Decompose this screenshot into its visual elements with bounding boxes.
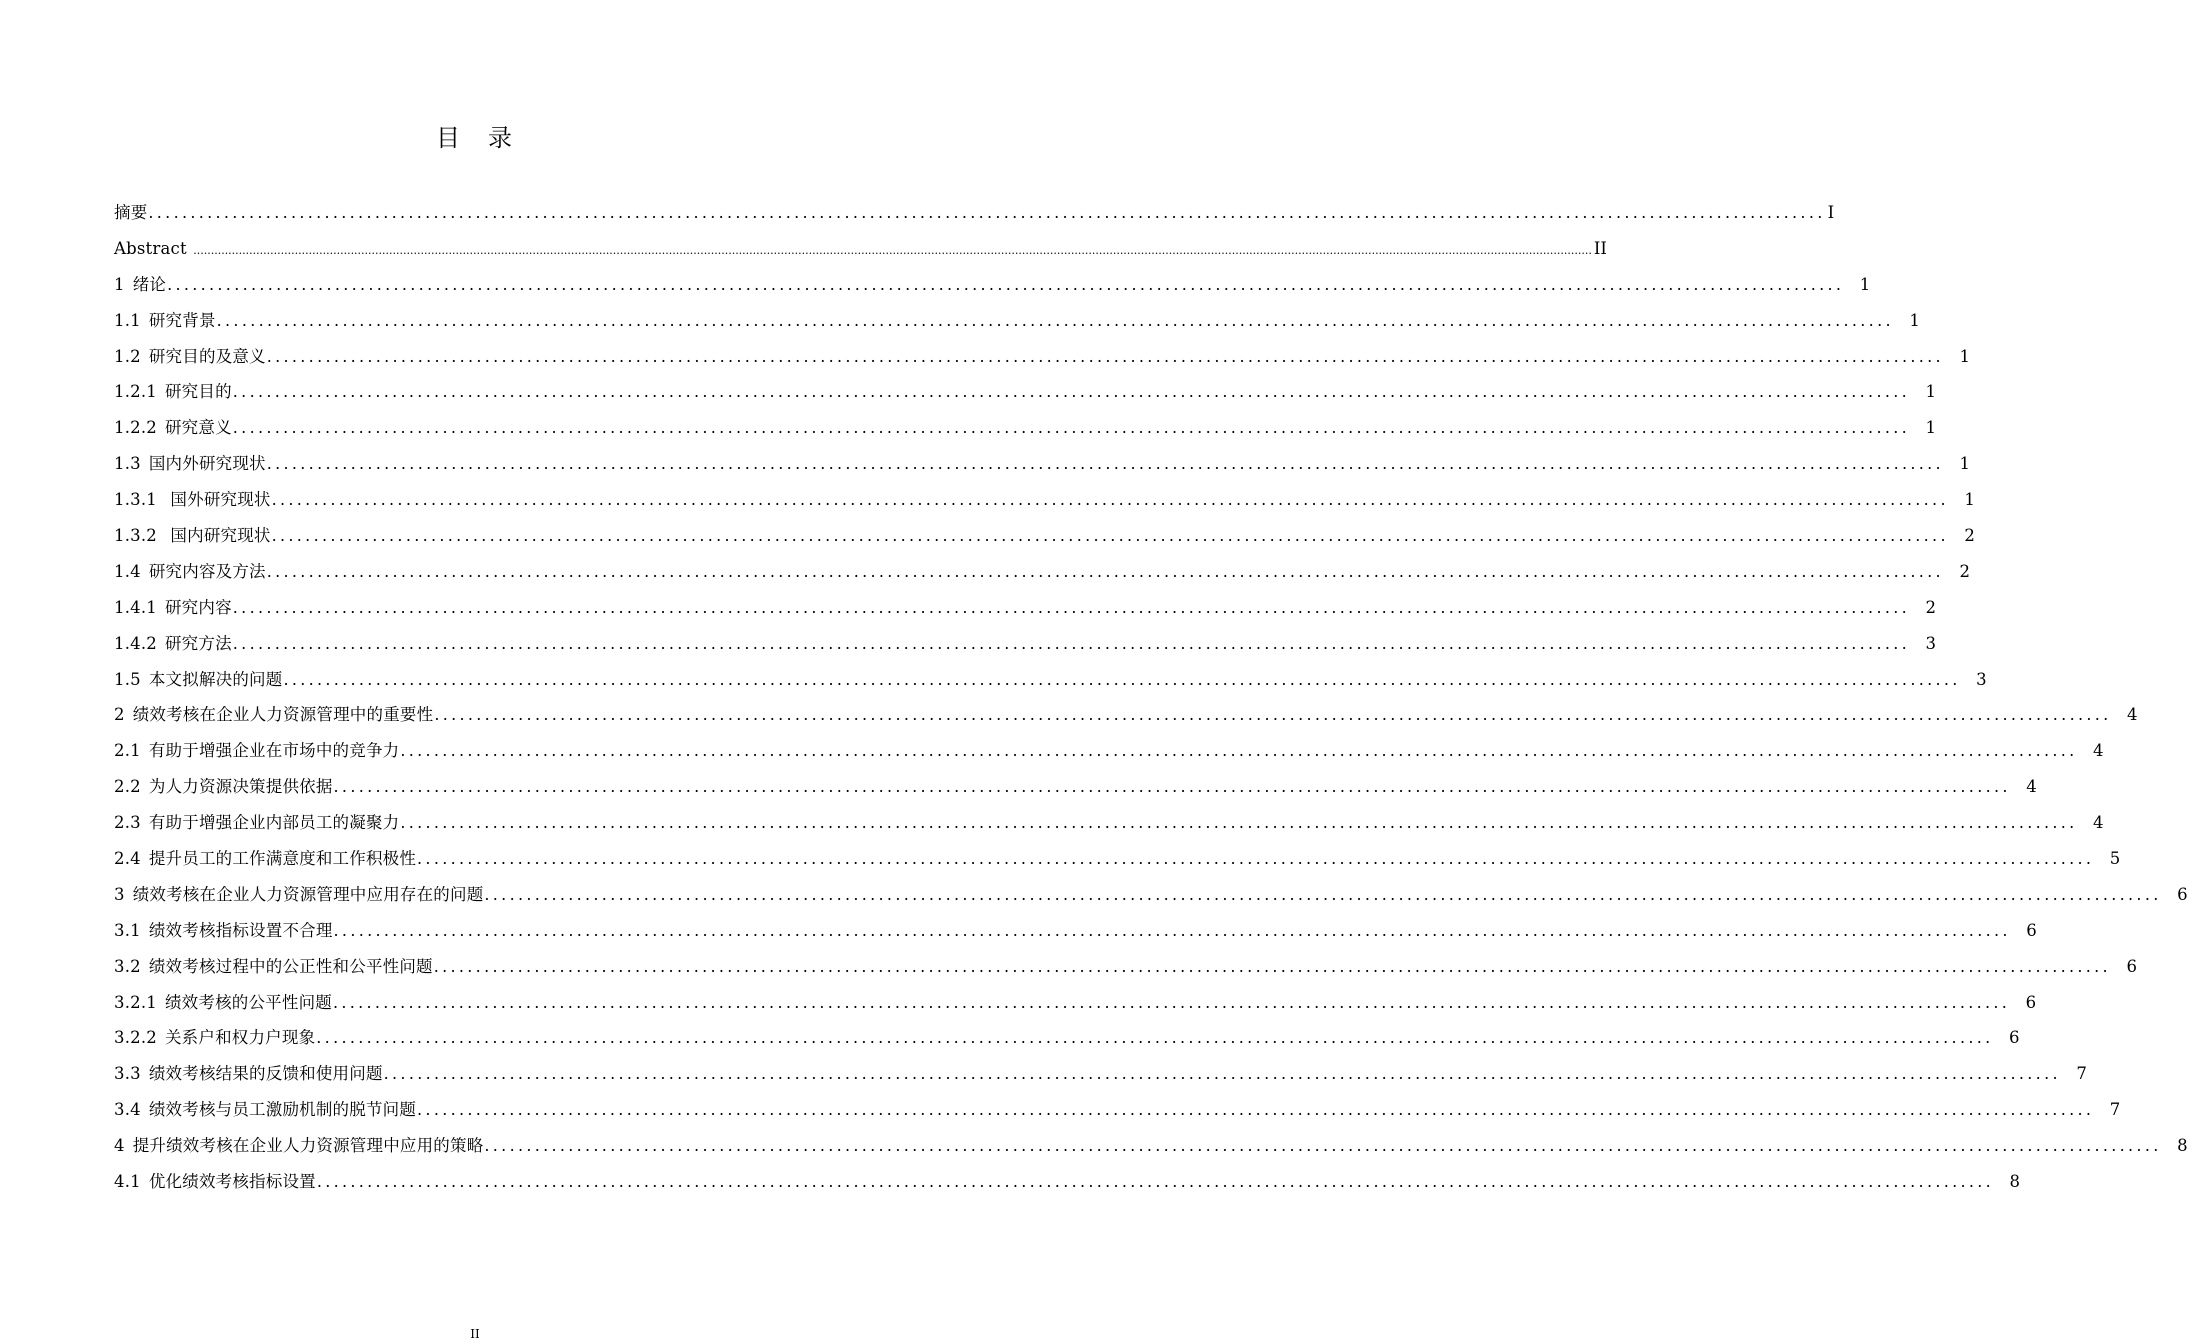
toc-entry-number: 3 bbox=[114, 884, 125, 904]
toc-entry[interactable] bbox=[114, 697, 2138, 733]
toc-entry[interactable] bbox=[114, 374, 1936, 410]
toc-entry[interactable] bbox=[114, 446, 1970, 482]
toc-entry-page: 4 bbox=[2093, 741, 2104, 761]
toc-entry-page: 4 bbox=[2093, 813, 2104, 833]
toc-entry-page: 1 bbox=[1909, 310, 1920, 330]
toc-entry-number: 4.1 bbox=[114, 1172, 141, 1192]
toc-entry-page: 1 bbox=[1959, 346, 1970, 366]
toc-entry[interactable] bbox=[114, 985, 2037, 1021]
toc-entry-title bbox=[114, 1020, 315, 1056]
toc-entry[interactable] bbox=[114, 1056, 2087, 1092]
toc-entry-page: 4 bbox=[2127, 705, 2138, 725]
toc-entry-title bbox=[114, 949, 433, 985]
toc-entry-title bbox=[114, 1092, 416, 1128]
toc-entry-number: 3.2.1 bbox=[114, 992, 157, 1012]
toc-entry-title bbox=[114, 985, 332, 1021]
toc-dot-leader: ........................................................................................................................................................................................................ bbox=[400, 813, 2078, 833]
toc-entry-page: 1 bbox=[1959, 454, 1970, 474]
toc-entry[interactable] bbox=[114, 805, 2104, 841]
toc-entry-title bbox=[114, 805, 399, 841]
toc-dot-leader: ........................................................................................................................................................................................................ bbox=[266, 454, 1944, 474]
toc-entry-number: 2.1 bbox=[114, 741, 141, 761]
toc-dot-leader: ........................................................................................................................................................................................................ bbox=[417, 849, 2095, 869]
toc-entry-text: 本文拟解决的问题 bbox=[148, 669, 283, 689]
toc-entry-page: 1 bbox=[1964, 490, 1975, 510]
toc-entry-number: 3.4 bbox=[114, 1100, 141, 1120]
toc-entry[interactable] bbox=[114, 482, 1975, 518]
toc-entry-text: 绪论 bbox=[132, 274, 167, 294]
page-number: II bbox=[470, 1327, 480, 1341]
toc-entry-page: 6 bbox=[2026, 920, 2037, 940]
toc-entry[interactable] bbox=[114, 339, 1970, 375]
toc-entry-number: 3.2.2 bbox=[114, 1028, 157, 1048]
toc-entry-text: 研究目的 bbox=[164, 382, 232, 402]
toc-entry-page: 1 bbox=[1925, 418, 1936, 438]
toc-entry-number: 1.1 bbox=[114, 310, 141, 330]
toc-entry-title bbox=[114, 1164, 316, 1200]
toc-entry-text: 提升绩效考核在企业人力资源管理中应用的策略 bbox=[132, 1136, 484, 1156]
toc-entry-title bbox=[114, 877, 483, 913]
toc-entry-text: 有助于增强企业在市场中的竞争力 bbox=[148, 741, 400, 761]
toc-entry-text: 研究背景 bbox=[148, 310, 216, 330]
toc-entry-text: 国外研究现状 bbox=[164, 490, 271, 510]
toc-entry[interactable] bbox=[114, 267, 1871, 303]
toc-entry-title bbox=[114, 626, 232, 662]
toc-entry[interactable] bbox=[114, 877, 2188, 913]
toc-entry-title bbox=[114, 446, 266, 482]
toc-entry-text: 摘要 bbox=[114, 203, 148, 222]
toc-entry-text: 国内研究现状 bbox=[164, 526, 271, 546]
toc-entry[interactable] bbox=[114, 1020, 2020, 1056]
toc-entry-page: 2 bbox=[1959, 561, 1970, 581]
toc-entry-number: 1.2.2 bbox=[114, 418, 157, 438]
toc-entry-title bbox=[114, 339, 266, 375]
toc-entry-page: 4 bbox=[2026, 777, 2037, 797]
toc-dot-leader: ........................................................................................................................................................................................................ bbox=[167, 274, 1845, 294]
toc-entry[interactable] bbox=[114, 769, 2037, 805]
toc-entry-number: 1.4.2 bbox=[114, 633, 157, 653]
toc-entry-text: 绩效考核在企业人力资源管理中应用存在的问题 bbox=[132, 884, 484, 904]
toc-dot-leader: ........................................................................................................................................................................................................ bbox=[400, 741, 2078, 761]
toc-dot-leader: ........................................................................................................................................................................................................ bbox=[484, 884, 2162, 904]
toc-entry-title bbox=[114, 841, 416, 877]
toc-entry-number: 3.1 bbox=[114, 920, 141, 940]
toc-entry-text: 研究内容 bbox=[164, 597, 232, 617]
toc-entry-page: 1 bbox=[1925, 382, 1936, 402]
toc-entry[interactable] bbox=[114, 554, 1970, 590]
toc-entry-text: 提升员工的工作满意度和工作积极性 bbox=[148, 849, 417, 869]
toc-entry-title bbox=[114, 1128, 483, 1164]
toc-entry[interactable] bbox=[114, 518, 1975, 554]
toc-entry[interactable] bbox=[114, 303, 1920, 339]
toc-entry-text: 绩效考核结果的反馈和使用问题 bbox=[148, 1064, 383, 1084]
toc-entry-title bbox=[114, 482, 271, 518]
toc-dot-leader: ........................................................................................................................................................................................................ bbox=[316, 1028, 1994, 1048]
toc-entry-number: 2.3 bbox=[114, 813, 141, 833]
toc-entry-text: 绩效考核与员工激励机制的脱节问题 bbox=[148, 1100, 417, 1120]
toc-entry-text: 绩效考核指标设置不合理 bbox=[148, 920, 333, 940]
toc-entry-page: 6 bbox=[2008, 1028, 2020, 1048]
toc-entry-text: 研究目的及意义 bbox=[148, 346, 266, 366]
toc-entry-number: 2 bbox=[114, 705, 125, 725]
toc-dot-leader: ........................................................................................................................................................................................................ bbox=[232, 633, 1910, 653]
toc-entry[interactable] bbox=[114, 733, 2104, 769]
toc-dot-leader: ........................................................................................................................................................................................................ bbox=[271, 526, 1949, 546]
toc-entry[interactable] bbox=[114, 841, 2121, 877]
toc-dot-leader: ........................................................................................................................................................................................................ bbox=[266, 561, 1944, 581]
toc-entry-number: 1 bbox=[114, 274, 125, 294]
toc-entry-title bbox=[114, 733, 399, 769]
toc-entry-page: 7 bbox=[2076, 1064, 2087, 1084]
toc-dot-leader: ........................................................................................................................................................................................................ bbox=[433, 956, 2111, 976]
toc-entry-title bbox=[114, 697, 433, 733]
toc-entry-page: 3 bbox=[1925, 633, 1936, 653]
toc-entry[interactable] bbox=[114, 410, 1936, 446]
toc-entry-title bbox=[114, 518, 271, 554]
toc-dot-leader: ........................................................................................................................................................................................................ bbox=[417, 1100, 2095, 1120]
toc-entry-page: 2 bbox=[1964, 526, 1975, 546]
toc-entry-number: 3.2 bbox=[114, 956, 141, 976]
toc-entry-title bbox=[114, 410, 232, 446]
toc-entry-number: 2.4 bbox=[114, 849, 141, 869]
toc-entry-number: 1.2.1 bbox=[114, 382, 157, 402]
toc-entry-title bbox=[114, 662, 282, 698]
toc-entry-text: 绩效考核在企业人力资源管理中的重要性 bbox=[132, 705, 434, 725]
toc-entry-text: 优化绩效考核指标设置 bbox=[148, 1172, 316, 1192]
toc-entry-title bbox=[114, 554, 266, 590]
toc-entry-text: 为人力资源决策提供依据 bbox=[148, 777, 333, 797]
toc-entry-page: 1 bbox=[1859, 274, 1871, 294]
toc-entry-title bbox=[114, 769, 333, 805]
toc-entry-page: 5 bbox=[2109, 849, 2121, 869]
toc-entry-number: 1.4.1 bbox=[114, 597, 157, 617]
toc-entry-number: 1.3 bbox=[114, 454, 141, 474]
toc-entry-page: 6 bbox=[2025, 992, 2037, 1012]
toc-dot-leader: ........................................................................................................................................................................................................ bbox=[232, 418, 1910, 438]
toc-entry[interactable] bbox=[114, 1164, 2021, 1200]
toc-entry-page: 8 bbox=[2009, 1172, 2021, 1192]
toc-entry-text: 有助于增强企业内部员工的凝聚力 bbox=[148, 813, 400, 833]
toc-entry-text: 关系户和权力户现象 bbox=[164, 1028, 316, 1048]
toc-dot-leader: ........................................................................................................................................................................................................ bbox=[232, 597, 1910, 617]
toc-dot-leader: ........................................................................................................................................................................................................ bbox=[148, 203, 1826, 222]
toc-dot-leader: ........................................................................................................................................................................................................ bbox=[216, 310, 1894, 330]
toc-entry-number: 1.2 bbox=[114, 346, 141, 366]
toc-entry-title bbox=[114, 303, 216, 339]
toc-dot-leader: ........................................................................................................................................................................................................ bbox=[283, 669, 1961, 689]
toc-entry[interactable] bbox=[114, 195, 1835, 231]
toc-dot-leader: ........................................................................................................................................................................................................ bbox=[383, 1064, 2061, 1084]
toc-entry-text: 绩效考核过程中的公正性和公平性问题 bbox=[148, 956, 433, 976]
toc-entry[interactable] bbox=[114, 231, 1607, 267]
table-of-contents bbox=[114, 195, 2188, 1200]
toc-entry[interactable] bbox=[114, 949, 2137, 985]
toc-entry-page: 7 bbox=[2109, 1100, 2121, 1120]
toc-dot-leader: ........................................................................................................................................................................................................ bbox=[271, 490, 1949, 510]
toc-dot-leader: ........................................................................................................................................................................................................ bbox=[484, 1136, 2162, 1156]
toc-entry[interactable] bbox=[114, 626, 1936, 662]
toc-entry-title bbox=[114, 267, 166, 303]
toc-entry-page: 6 bbox=[2126, 956, 2137, 976]
toc-entry-page: I bbox=[1827, 203, 1835, 222]
toc-entry[interactable] bbox=[114, 590, 1936, 626]
toc-dot-leader: ........................................................................................................................................................................................................ bbox=[332, 992, 2011, 1012]
toc-dot-leader: ........................................................................................................................................................................................................ bbox=[316, 1172, 1995, 1192]
toc-entry-number: 3.3 bbox=[114, 1064, 141, 1084]
toc-entry-page: 3 bbox=[1976, 669, 1987, 689]
toc-entry-text: 研究方法 bbox=[164, 633, 232, 653]
toc-dot-leader: ........................................................................................................................................................................................................ bbox=[434, 705, 2112, 725]
toc-entry-title bbox=[114, 195, 147, 231]
toc-entry[interactable] bbox=[114, 662, 1987, 698]
toc-entry-number: 1.4 bbox=[114, 561, 141, 581]
toc-entry-number: 1.3.2 bbox=[114, 526, 157, 546]
toc-entry[interactable] bbox=[114, 1128, 2188, 1164]
toc-dot-leader: ........................................................................................................................................................................................................ bbox=[232, 382, 1910, 402]
toc-entry-page: 6 bbox=[2177, 884, 2188, 904]
toc-entry-text: 绩效考核的公平性问题 bbox=[164, 992, 332, 1012]
toc-dot-leader: ........................................................................................................................................................................................................ bbox=[333, 777, 2011, 797]
toc-entry-text: Abstract bbox=[114, 238, 193, 258]
toc-entry[interactable] bbox=[114, 1092, 2121, 1128]
toc-entry-page: II bbox=[1593, 238, 1607, 258]
toc-entry-page: 8 bbox=[2177, 1136, 2188, 1156]
toc-entry-number: 2.2 bbox=[114, 777, 141, 797]
toc-entry-title bbox=[114, 231, 192, 267]
toc-entry-page: 2 bbox=[1925, 597, 1936, 617]
toc-entry-text: 研究内容及方法 bbox=[148, 561, 266, 581]
toc-entry-number: 1.5 bbox=[114, 669, 141, 689]
toc-entry-title bbox=[114, 913, 333, 949]
toc-entry-text: 研究意义 bbox=[164, 418, 232, 438]
toc-dot-leader: ........................................................................................................................................................................................................ bbox=[333, 920, 2011, 940]
toc-entry[interactable] bbox=[114, 913, 2037, 949]
toc-entry-title bbox=[114, 1056, 383, 1092]
toc-entry-text: 国内外研究现状 bbox=[148, 454, 266, 474]
toc-dot-leader: ........................................................................................................................................................................................................ bbox=[266, 346, 1944, 366]
toc-entry-title bbox=[114, 374, 232, 410]
toc-entry-title bbox=[114, 590, 232, 626]
toc-dot-leader: ................................................................................................................................................................................................................................................................................................................................................................................................................ bbox=[193, 243, 1592, 257]
page-title: 目 录 bbox=[436, 124, 514, 152]
toc-entry-number: 1.3.1 bbox=[114, 490, 157, 510]
toc-entry-number: 4 bbox=[114, 1136, 125, 1156]
